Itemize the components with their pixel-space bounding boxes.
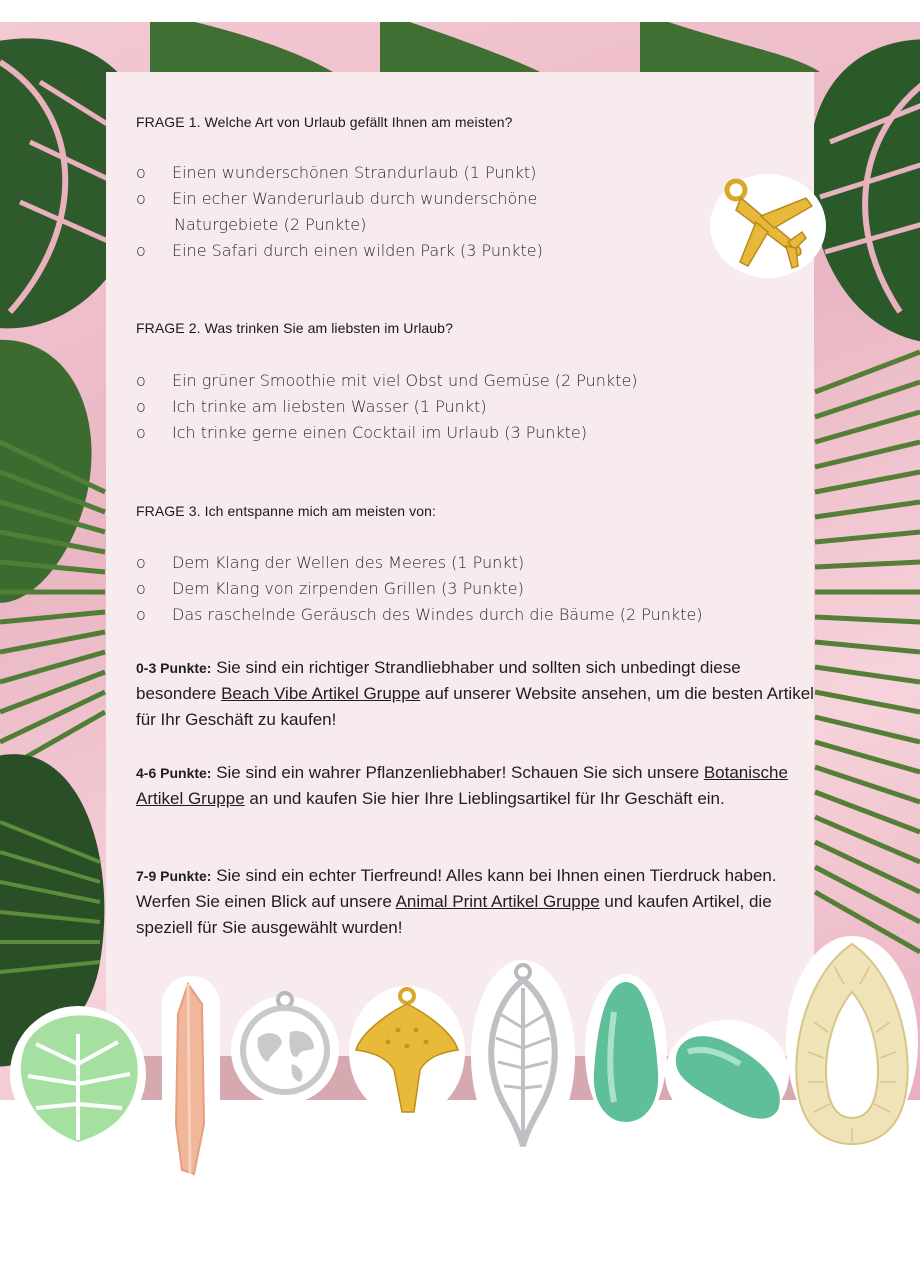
question-3-option-3[interactable] <box>136 602 703 628</box>
option-label: Dem Klang von zirpenden Grillen (3 Punkte) <box>172 579 524 598</box>
monstera-charm-icon <box>6 1004 150 1148</box>
option-bullet: o <box>136 163 146 182</box>
option-bullet: o <box>136 605 146 624</box>
option-bullet: o <box>136 397 146 416</box>
question-3-title: FRAGE 3. Ich entspanne mich am meisten von: <box>136 503 436 519</box>
result-points: 7-9 Punkte: <box>136 868 212 884</box>
question-2-option-3[interactable] <box>136 420 587 446</box>
leaf-charm-icon <box>470 958 576 1154</box>
option-label: Eine Safari durch einen wilden Park (3 Punkte) <box>172 241 543 260</box>
question-2-title: FRAGE 2. Was trinken Sie am liebsten im Urlaub? <box>136 320 453 336</box>
option-bullet: o <box>136 371 146 390</box>
option-label-continued: Naturgebiete (2 Punkte) <box>174 215 367 234</box>
rattan-hoop-icon <box>784 932 920 1150</box>
question-1-option-3[interactable] <box>136 238 543 264</box>
world-map-charm-icon <box>228 990 342 1104</box>
question-3-option-1[interactable] <box>136 550 524 576</box>
option-label: Ein grüner Smoothie mit viel Obst und Gemüse (2 Punkte) <box>172 371 638 390</box>
option-bullet: o <box>136 423 146 442</box>
result-text-end: an und kaufen Sie hier Ihre Lieblingsartikel für Ihr Geschäft ein. <box>244 789 725 808</box>
question-1-option-1[interactable] <box>136 160 536 186</box>
result-text-end: und kaufen Artikel, die speziell für Sie ausgewählt wurden! <box>136 892 772 937</box>
option-bullet: o <box>136 189 146 208</box>
option-label: Ich trinke am liebsten Wasser (1 Punkt) <box>172 397 487 416</box>
option-bullet: o <box>136 579 146 598</box>
option-label: Das raschelnde Geräusch des Windes durch die Bäume (2 Punkte) <box>172 605 703 624</box>
result-7-9 <box>136 863 816 941</box>
airplane-charm-icon <box>706 170 830 282</box>
result-text: Sie sind ein richtiger Strandliebhaber und sollten sich unbedingt diese besondere <box>136 658 741 703</box>
question-1-option-2[interactable] <box>136 186 537 238</box>
result-text-end: auf unserer Website ansehen, um die besten Artikel für Ihr Geschäft zu kaufen! <box>136 684 814 729</box>
option-bullet: o <box>136 553 146 572</box>
botanische-link[interactable]: Botanische Artikel Gruppe <box>136 763 788 808</box>
beach-vibe-link[interactable]: Beach Vibe Artikel Gruppe <box>221 684 421 703</box>
result-points: 0-3 Punkte: <box>136 660 212 676</box>
result-4-6 <box>136 760 816 812</box>
stingray-charm-icon <box>348 980 466 1120</box>
teardrop-bead-icon <box>584 972 668 1132</box>
option-label: Ich trinke gerne einen Cocktail im Urlaub (3 Punkte) <box>172 423 588 442</box>
question-2-option-2[interactable] <box>136 394 487 420</box>
option-bullet: o <box>136 241 146 260</box>
question-2-option-1[interactable] <box>136 368 638 394</box>
option-label: Dem Klang der Wellen des Meeres (1 Punkt) <box>172 553 525 572</box>
result-text: Sie sind ein wahrer Pflanzenliebhaber! Schauen Sie sich unsere <box>211 763 704 782</box>
option-label: Ein echer Wanderurlaub durch wunderschöne <box>172 189 538 208</box>
teardrop-bead-side-icon <box>664 1018 790 1130</box>
animal-print-link[interactable]: Animal Print Artikel Gruppe <box>395 892 600 911</box>
result-0-3 <box>136 655 816 733</box>
crystal-charm-icon <box>160 974 222 1190</box>
question-3-option-2[interactable] <box>136 576 524 602</box>
option-label: Einen wunderschönen Strandurlaub (1 Punkt) <box>172 163 537 182</box>
result-points: 4-6 Punkte: <box>136 765 212 781</box>
result-text: Sie sind ein echter Tierfreund! Alles kann bei Ihnen einen Tierdruck haben. Werfen Sie einen Blick auf unsere <box>136 866 777 911</box>
question-1-title: FRAGE 1. Welche Art von Urlaub gefällt Ihnen am meisten? <box>136 114 513 130</box>
